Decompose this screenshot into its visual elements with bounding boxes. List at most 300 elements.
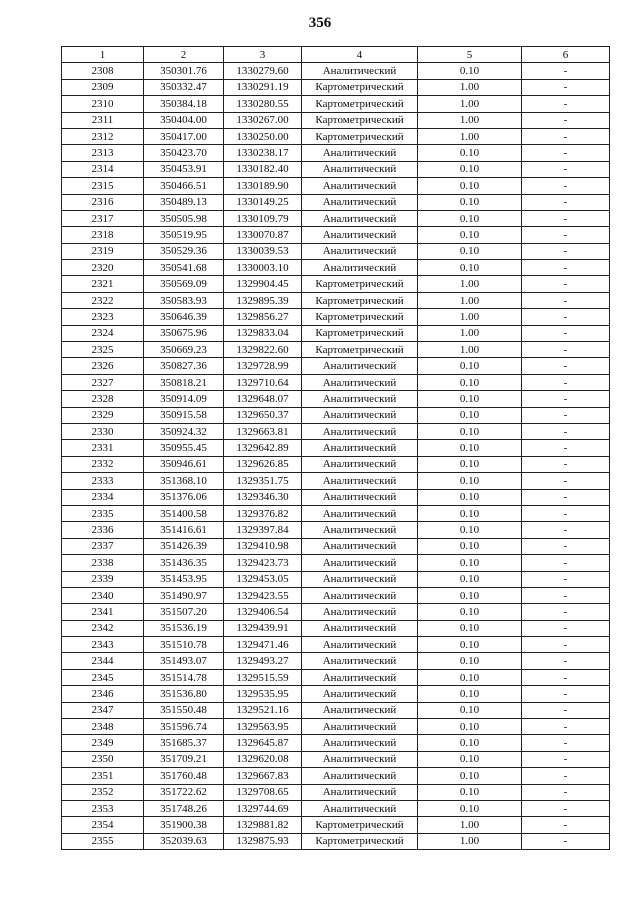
x-coordinate-cell: 350423.70 — [144, 145, 224, 161]
method-cell: Аналитический — [302, 194, 418, 210]
x-coordinate-cell: 351709.21 — [144, 751, 224, 767]
point-number-cell: 2309 — [62, 79, 144, 95]
point-number-cell: 2348 — [62, 719, 144, 735]
table-row — [62, 473, 610, 489]
accuracy-cell: 0.10 — [418, 243, 522, 259]
accuracy-cell: 0.10 — [418, 456, 522, 472]
header-cell-1: 1 — [62, 47, 144, 63]
table-row — [62, 391, 610, 407]
table-row — [62, 210, 610, 226]
x-coordinate-cell: 351490.97 — [144, 587, 224, 603]
method-cell: Аналитический — [302, 63, 418, 79]
x-coordinate-cell: 351550.48 — [144, 702, 224, 718]
method-cell: Аналитический — [302, 768, 418, 784]
accuracy-cell: 0.10 — [418, 145, 522, 161]
y-coordinate-cell: 1330291.19 — [224, 79, 302, 95]
method-cell: Аналитический — [302, 456, 418, 472]
point-number-cell: 2308 — [62, 63, 144, 79]
table-row — [62, 784, 610, 800]
accuracy-cell: 0.10 — [418, 686, 522, 702]
accuracy-cell: 0.10 — [418, 522, 522, 538]
note-cell: - — [522, 833, 610, 849]
accuracy-cell: 1.00 — [418, 276, 522, 292]
x-coordinate-cell: 351722.62 — [144, 784, 224, 800]
table-row — [62, 145, 610, 161]
note-cell: - — [522, 423, 610, 439]
point-number-cell: 2338 — [62, 555, 144, 571]
table-row — [62, 456, 610, 472]
note-cell: - — [522, 768, 610, 784]
header-row — [62, 47, 610, 63]
table-row — [62, 227, 610, 243]
y-coordinate-cell: 1329563.95 — [224, 719, 302, 735]
point-number-cell: 2345 — [62, 669, 144, 685]
accuracy-cell: 1.00 — [418, 96, 522, 112]
table-row — [62, 63, 610, 79]
y-coordinate-cell: 1329439.91 — [224, 620, 302, 636]
x-coordinate-cell: 350519.95 — [144, 227, 224, 243]
accuracy-cell: 1.00 — [418, 79, 522, 95]
table-body — [62, 63, 610, 850]
x-coordinate-cell: 351760.48 — [144, 768, 224, 784]
accuracy-cell: 1.00 — [418, 309, 522, 325]
accuracy-cell: 0.10 — [418, 178, 522, 194]
accuracy-cell: 0.10 — [418, 473, 522, 489]
x-coordinate-cell: 351536.19 — [144, 620, 224, 636]
page-number: 356 — [308, 15, 332, 31]
method-cell: Картометрический — [302, 833, 418, 849]
table-row — [62, 833, 610, 849]
accuracy-cell: 1.00 — [418, 128, 522, 144]
x-coordinate-cell: 351900.38 — [144, 817, 224, 833]
accuracy-cell: 0.10 — [418, 751, 522, 767]
y-coordinate-cell: 1329822.60 — [224, 342, 302, 358]
y-coordinate-cell: 1329626.85 — [224, 456, 302, 472]
y-coordinate-cell: 1329423.73 — [224, 555, 302, 571]
y-coordinate-cell: 1329881.82 — [224, 817, 302, 833]
table-row — [62, 276, 610, 292]
accuracy-cell: 0.10 — [418, 620, 522, 636]
y-coordinate-cell: 1329728.99 — [224, 358, 302, 374]
note-cell: - — [522, 227, 610, 243]
method-cell: Аналитический — [302, 669, 418, 685]
x-coordinate-cell: 351426.39 — [144, 538, 224, 554]
x-coordinate-cell: 351748.26 — [144, 800, 224, 816]
x-coordinate-cell: 350955.45 — [144, 440, 224, 456]
note-cell: - — [522, 63, 610, 79]
method-cell: Аналитический — [302, 653, 418, 669]
method-cell: Аналитический — [302, 735, 418, 751]
accuracy-cell: 1.00 — [418, 817, 522, 833]
note-cell: - — [522, 112, 610, 128]
accuracy-cell: 0.10 — [418, 555, 522, 571]
method-cell: Аналитический — [302, 751, 418, 767]
x-coordinate-cell: 350675.96 — [144, 325, 224, 341]
y-coordinate-cell: 1329856.27 — [224, 309, 302, 325]
x-coordinate-cell: 350818.21 — [144, 374, 224, 390]
x-coordinate-cell: 350924.32 — [144, 423, 224, 439]
table-row — [62, 342, 610, 358]
note-cell: - — [522, 719, 610, 735]
method-cell: Аналитический — [302, 702, 418, 718]
table-row — [62, 79, 610, 95]
y-coordinate-cell: 1329521.16 — [224, 702, 302, 718]
method-cell: Аналитический — [302, 571, 418, 587]
point-number-cell: 2351 — [62, 768, 144, 784]
accuracy-cell: 0.10 — [418, 669, 522, 685]
x-coordinate-cell: 350583.93 — [144, 292, 224, 308]
note-cell: - — [522, 79, 610, 95]
accuracy-cell: 0.10 — [418, 719, 522, 735]
accuracy-cell: 0.10 — [418, 571, 522, 587]
method-cell: Картометрический — [302, 96, 418, 112]
table-row — [62, 735, 610, 751]
x-coordinate-cell: 351514.78 — [144, 669, 224, 685]
y-coordinate-cell: 1329833.04 — [224, 325, 302, 341]
method-cell: Картометрический — [302, 325, 418, 341]
y-coordinate-cell: 1330149.25 — [224, 194, 302, 210]
table-row — [62, 751, 610, 767]
x-coordinate-cell: 351685.37 — [144, 735, 224, 751]
accuracy-cell: 0.10 — [418, 161, 522, 177]
point-number-cell: 2312 — [62, 128, 144, 144]
table-row — [62, 669, 610, 685]
method-cell: Аналитический — [302, 800, 418, 816]
table-row — [62, 653, 610, 669]
y-coordinate-cell: 1329648.07 — [224, 391, 302, 407]
table-row — [62, 260, 610, 276]
y-coordinate-cell: 1329645.87 — [224, 735, 302, 751]
point-number-cell: 2326 — [62, 358, 144, 374]
y-coordinate-cell: 1330250.00 — [224, 128, 302, 144]
point-number-cell: 2343 — [62, 637, 144, 653]
method-cell: Аналитический — [302, 391, 418, 407]
point-number-cell: 2314 — [62, 161, 144, 177]
note-cell: - — [522, 489, 610, 505]
point-number-cell: 2322 — [62, 292, 144, 308]
method-cell: Аналитический — [302, 538, 418, 554]
method-cell: Аналитический — [302, 178, 418, 194]
x-coordinate-cell: 350404.00 — [144, 112, 224, 128]
note-cell: - — [522, 522, 610, 538]
accuracy-cell: 0.10 — [418, 587, 522, 603]
method-cell: Аналитический — [302, 161, 418, 177]
method-cell: Картометрический — [302, 276, 418, 292]
point-number-cell: 2334 — [62, 489, 144, 505]
y-coordinate-cell: 1329410.98 — [224, 538, 302, 554]
note-cell: - — [522, 292, 610, 308]
note-cell: - — [522, 751, 610, 767]
point-number-cell: 2321 — [62, 276, 144, 292]
note-cell: - — [522, 440, 610, 456]
method-cell: Картометрический — [302, 112, 418, 128]
note-cell: - — [522, 243, 610, 259]
note-cell: - — [522, 325, 610, 341]
table-row — [62, 719, 610, 735]
y-coordinate-cell: 1330039.53 — [224, 243, 302, 259]
y-coordinate-cell: 1329663.81 — [224, 423, 302, 439]
note-cell: - — [522, 505, 610, 521]
y-coordinate-cell: 1330280.55 — [224, 96, 302, 112]
method-cell: Аналитический — [302, 227, 418, 243]
note-cell: - — [522, 128, 610, 144]
y-coordinate-cell: 1329650.37 — [224, 407, 302, 423]
accuracy-cell: 0.10 — [418, 210, 522, 226]
point-number-cell: 2327 — [62, 374, 144, 390]
point-number-cell: 2319 — [62, 243, 144, 259]
y-coordinate-cell: 1330070.87 — [224, 227, 302, 243]
point-number-cell: 2355 — [62, 833, 144, 849]
method-cell: Аналитический — [302, 243, 418, 259]
method-cell: Аналитический — [302, 686, 418, 702]
table-row — [62, 407, 610, 423]
x-coordinate-cell: 350915.58 — [144, 407, 224, 423]
method-cell: Картометрический — [302, 309, 418, 325]
point-number-cell: 2340 — [62, 587, 144, 603]
note-cell: - — [522, 276, 610, 292]
y-coordinate-cell: 1329895.39 — [224, 292, 302, 308]
y-coordinate-cell: 1330182.40 — [224, 161, 302, 177]
table-row — [62, 768, 610, 784]
note-cell: - — [522, 260, 610, 276]
method-cell: Аналитический — [302, 620, 418, 636]
note-cell: - — [522, 587, 610, 603]
accuracy-cell: 1.00 — [418, 325, 522, 341]
accuracy-cell: 0.10 — [418, 374, 522, 390]
y-coordinate-cell: 1329515.59 — [224, 669, 302, 685]
point-number-cell: 2349 — [62, 735, 144, 751]
x-coordinate-cell: 351510.78 — [144, 637, 224, 653]
accuracy-cell: 0.10 — [418, 637, 522, 653]
point-number-cell: 2313 — [62, 145, 144, 161]
table-row — [62, 555, 610, 571]
point-number-cell: 2336 — [62, 522, 144, 538]
point-number-cell: 2346 — [62, 686, 144, 702]
note-cell: - — [522, 538, 610, 554]
table-row — [62, 686, 610, 702]
y-coordinate-cell: 1329471.46 — [224, 637, 302, 653]
method-cell: Аналитический — [302, 719, 418, 735]
accuracy-cell: 0.10 — [418, 423, 522, 439]
point-number-cell: 2310 — [62, 96, 144, 112]
note-cell: - — [522, 620, 610, 636]
y-coordinate-cell: 1330189.90 — [224, 178, 302, 194]
point-number-cell: 2332 — [62, 456, 144, 472]
method-cell: Картометрический — [302, 128, 418, 144]
accuracy-cell: 0.10 — [418, 653, 522, 669]
y-coordinate-cell: 1329620.08 — [224, 751, 302, 767]
x-coordinate-cell: 351507.20 — [144, 604, 224, 620]
method-cell: Картометрический — [302, 292, 418, 308]
x-coordinate-cell: 350453.91 — [144, 161, 224, 177]
x-coordinate-cell: 350505.98 — [144, 210, 224, 226]
method-cell: Аналитический — [302, 604, 418, 620]
x-coordinate-cell: 351493.07 — [144, 653, 224, 669]
point-number-cell: 2315 — [62, 178, 144, 194]
y-coordinate-cell: 1329744.69 — [224, 800, 302, 816]
method-cell: Аналитический — [302, 555, 418, 571]
method-cell: Аналитический — [302, 587, 418, 603]
coordinates-table — [61, 46, 610, 850]
table-row — [62, 128, 610, 144]
method-cell: Аналитический — [302, 407, 418, 423]
x-coordinate-cell: 350489.13 — [144, 194, 224, 210]
point-number-cell: 2324 — [62, 325, 144, 341]
y-coordinate-cell: 1329710.64 — [224, 374, 302, 390]
method-cell: Аналитический — [302, 440, 418, 456]
point-number-cell: 2311 — [62, 112, 144, 128]
accuracy-cell: 0.10 — [418, 702, 522, 718]
table-row — [62, 587, 610, 603]
table-row — [62, 178, 610, 194]
note-cell: - — [522, 407, 610, 423]
note-cell: - — [522, 604, 610, 620]
point-number-cell: 2318 — [62, 227, 144, 243]
y-coordinate-cell: 1330003.10 — [224, 260, 302, 276]
table-row — [62, 374, 610, 390]
y-coordinate-cell: 1329397.84 — [224, 522, 302, 538]
header-cell-4: 4 — [302, 47, 418, 63]
y-coordinate-cell: 1329406.54 — [224, 604, 302, 620]
table-row — [62, 702, 610, 718]
note-cell: - — [522, 653, 610, 669]
x-coordinate-cell: 351536.80 — [144, 686, 224, 702]
x-coordinate-cell: 351453.95 — [144, 571, 224, 587]
note-cell: - — [522, 96, 610, 112]
accuracy-cell: 0.10 — [418, 260, 522, 276]
y-coordinate-cell: 1330238.17 — [224, 145, 302, 161]
note-cell: - — [522, 637, 610, 653]
method-cell: Аналитический — [302, 423, 418, 439]
y-coordinate-cell: 1329708.65 — [224, 784, 302, 800]
table-row — [62, 161, 610, 177]
note-cell: - — [522, 735, 610, 751]
table-row — [62, 817, 610, 833]
x-coordinate-cell: 350914.09 — [144, 391, 224, 407]
accuracy-cell: 0.10 — [418, 735, 522, 751]
accuracy-cell: 0.10 — [418, 63, 522, 79]
x-coordinate-cell: 350332.47 — [144, 79, 224, 95]
point-number-cell: 2354 — [62, 817, 144, 833]
point-number-cell: 2350 — [62, 751, 144, 767]
method-cell: Аналитический — [302, 210, 418, 226]
point-number-cell: 2339 — [62, 571, 144, 587]
note-cell: - — [522, 194, 610, 210]
note-cell: - — [522, 178, 610, 194]
note-cell: - — [522, 669, 610, 685]
table-row — [62, 637, 610, 653]
table-row — [62, 800, 610, 816]
point-number-cell: 2328 — [62, 391, 144, 407]
note-cell: - — [522, 374, 610, 390]
header-cell-5: 5 — [418, 47, 522, 63]
header-cell-2: 2 — [144, 47, 224, 63]
method-cell: Картометрический — [302, 817, 418, 833]
accuracy-cell: 0.10 — [418, 489, 522, 505]
table-row — [62, 440, 610, 456]
point-number-cell: 2329 — [62, 407, 144, 423]
method-cell: Аналитический — [302, 489, 418, 505]
point-number-cell: 2341 — [62, 604, 144, 620]
point-number-cell: 2320 — [62, 260, 144, 276]
note-cell: - — [522, 358, 610, 374]
method-cell: Картометрический — [302, 342, 418, 358]
table-row — [62, 620, 610, 636]
point-number-cell: 2325 — [62, 342, 144, 358]
y-coordinate-cell: 1329493.27 — [224, 653, 302, 669]
x-coordinate-cell: 351416.61 — [144, 522, 224, 538]
y-coordinate-cell: 1329351.75 — [224, 473, 302, 489]
x-coordinate-cell: 350569.09 — [144, 276, 224, 292]
x-coordinate-cell: 350646.39 — [144, 309, 224, 325]
note-cell: - — [522, 800, 610, 816]
x-coordinate-cell: 350529.36 — [144, 243, 224, 259]
point-number-cell: 2344 — [62, 653, 144, 669]
header-cell-6: 6 — [522, 47, 610, 63]
accuracy-cell: 0.10 — [418, 391, 522, 407]
point-number-cell: 2335 — [62, 505, 144, 521]
table-row — [62, 604, 610, 620]
point-number-cell: 2323 — [62, 309, 144, 325]
y-coordinate-cell: 1329453.05 — [224, 571, 302, 587]
accuracy-cell: 1.00 — [418, 833, 522, 849]
x-coordinate-cell: 350417.00 — [144, 128, 224, 144]
accuracy-cell: 0.10 — [418, 768, 522, 784]
note-cell: - — [522, 210, 610, 226]
x-coordinate-cell: 351596.74 — [144, 719, 224, 735]
x-coordinate-cell: 351436.35 — [144, 555, 224, 571]
point-number-cell: 2353 — [62, 800, 144, 816]
method-cell: Аналитический — [302, 522, 418, 538]
note-cell: - — [522, 702, 610, 718]
x-coordinate-cell: 352039.63 — [144, 833, 224, 849]
accuracy-cell: 0.10 — [418, 194, 522, 210]
x-coordinate-cell: 350827.36 — [144, 358, 224, 374]
x-coordinate-cell: 351376.06 — [144, 489, 224, 505]
method-cell: Аналитический — [302, 637, 418, 653]
point-number-cell: 2342 — [62, 620, 144, 636]
note-cell: - — [522, 309, 610, 325]
point-number-cell: 2352 — [62, 784, 144, 800]
y-coordinate-cell: 1329904.45 — [224, 276, 302, 292]
table-row — [62, 243, 610, 259]
y-coordinate-cell: 1329875.93 — [224, 833, 302, 849]
method-cell: Аналитический — [302, 473, 418, 489]
accuracy-cell: 0.10 — [418, 604, 522, 620]
y-coordinate-cell: 1330267.00 — [224, 112, 302, 128]
accuracy-cell: 0.10 — [418, 538, 522, 554]
x-coordinate-cell: 350466.51 — [144, 178, 224, 194]
table-row — [62, 571, 610, 587]
method-cell: Аналитический — [302, 358, 418, 374]
y-coordinate-cell: 1329423.55 — [224, 587, 302, 603]
x-coordinate-cell: 350301.76 — [144, 63, 224, 79]
accuracy-cell: 1.00 — [418, 342, 522, 358]
table-header — [62, 47, 610, 63]
accuracy-cell: 0.10 — [418, 800, 522, 816]
table-row — [62, 358, 610, 374]
method-cell: Аналитический — [302, 374, 418, 390]
method-cell: Аналитический — [302, 784, 418, 800]
point-number-cell: 2316 — [62, 194, 144, 210]
x-coordinate-cell: 350541.68 — [144, 260, 224, 276]
note-cell: - — [522, 555, 610, 571]
table-row — [62, 522, 610, 538]
note-cell: - — [522, 161, 610, 177]
y-coordinate-cell: 1330279.60 — [224, 63, 302, 79]
y-coordinate-cell: 1330109.79 — [224, 210, 302, 226]
y-coordinate-cell: 1329346.30 — [224, 489, 302, 505]
